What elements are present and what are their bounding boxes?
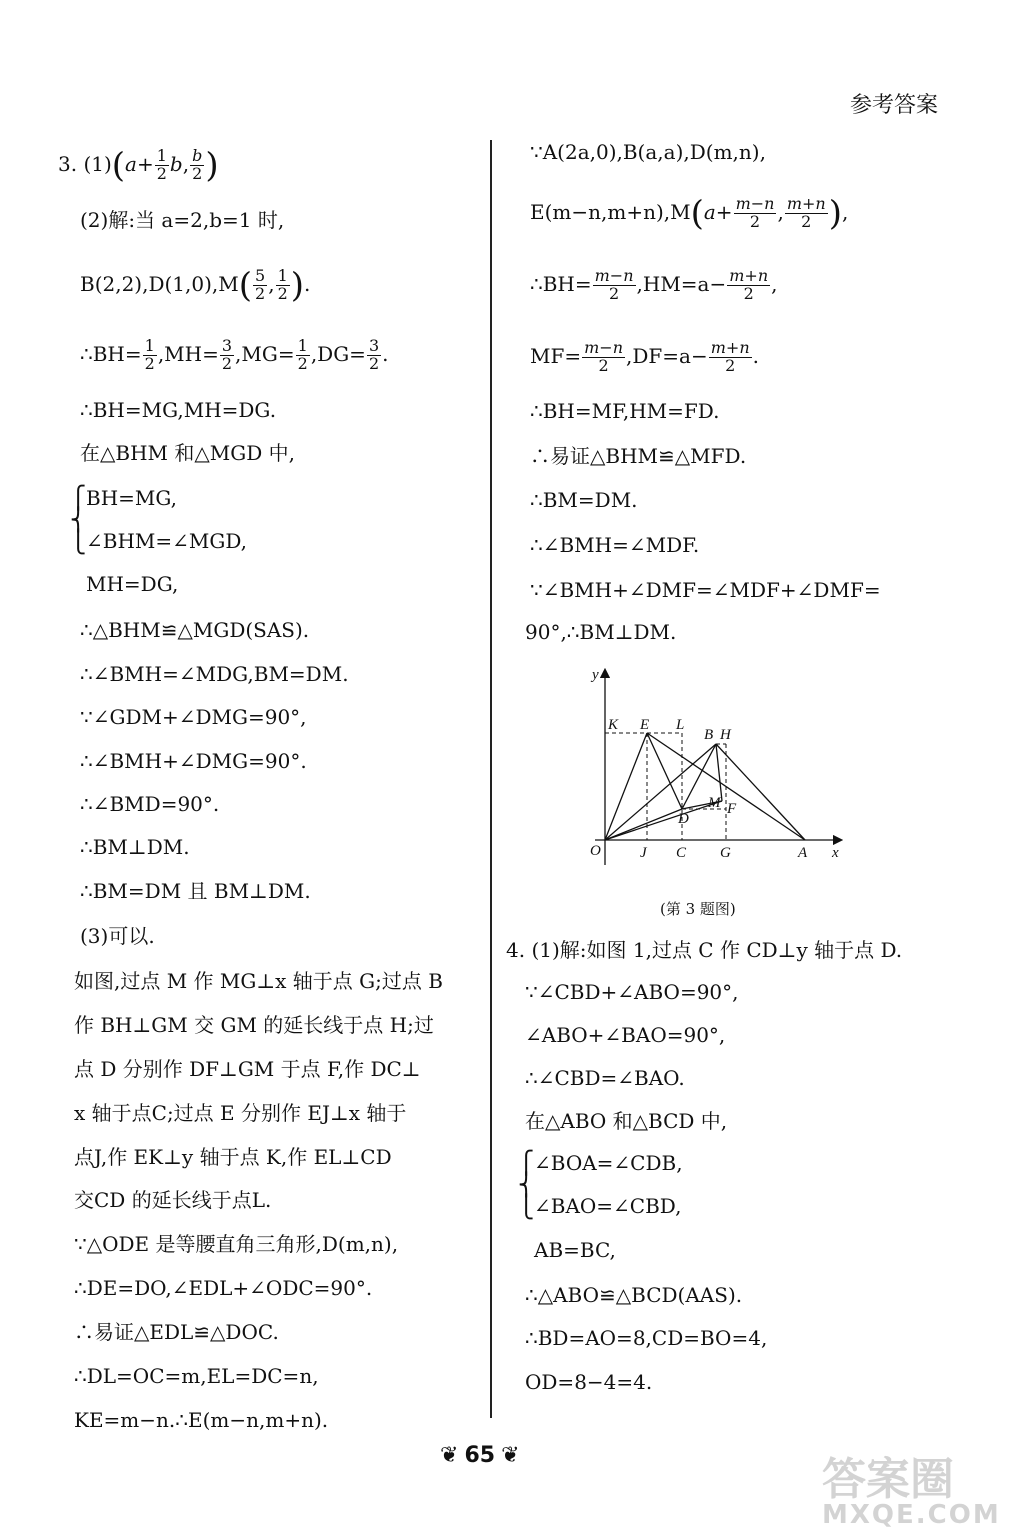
line-l5: ∴BH=MG,MH=DG. (80, 398, 277, 422)
line-l8: ∠BHM=∠MGD, (86, 529, 248, 553)
brace-left: ⎧ ⎨ ⎩ (70, 486, 87, 555)
line-l27: ∴DL=OC=m,EL=DC=n, (74, 1364, 319, 1388)
line-r5: ∴BH=MF,HM=FD. (530, 399, 720, 423)
page-number (440, 1443, 520, 1468)
comma: , (182, 151, 190, 176)
label-E: E (640, 717, 650, 733)
q3-part1 (58, 145, 219, 186)
line-l21: x 轴于点C;过点 E 分别作 EJ⊥x 轴于 (74, 1101, 407, 1125)
watermark-logo: 答案圈 MXQE.COM (822, 1454, 1001, 1530)
expr-b: b (169, 151, 183, 176)
label-J: J (640, 845, 647, 861)
paren-close: ) (205, 145, 219, 186)
line-l12: ∵∠GDM+∠DMG=90°, (80, 705, 307, 729)
label-G: G (720, 845, 731, 861)
label-O: O (590, 843, 601, 859)
line-r13: ∠ABO+∠BAO=90°, (525, 1023, 726, 1047)
line-r4: MF= $\frac{m-n}{2}$ ,DF=a− $\frac{m+n}{2}$ . (530, 338, 759, 375)
page-number-text: 65 (464, 1443, 496, 1468)
line-r16: ∠BOA=∠CDB, (534, 1151, 683, 1175)
column-divider (490, 140, 492, 1418)
fraction: $\frac{1}{2}$ (156, 146, 167, 183)
line-r19: ∴△ABO≌△BCD(AAS). (525, 1283, 743, 1307)
label-D: D (678, 811, 689, 827)
q3-label: 3. (1) (58, 151, 112, 176)
line-l28: KE=m−n.∴E(m−n,m+n). (74, 1408, 329, 1432)
label-F: F (727, 801, 737, 817)
label-A: A (798, 845, 808, 861)
line-l6: 在△BHM 和△MGD 中, (80, 441, 295, 465)
line-l9: MH=DG, (86, 572, 179, 596)
line-l18: 如图,过点 M 作 MG⊥x 轴于点 G;过点 B (74, 969, 443, 993)
header-title: 参考答案 (849, 93, 938, 118)
leaf-icon: ❦ (501, 1443, 520, 1468)
line-l17: (3)可以. (80, 924, 155, 948)
label-H: H (720, 727, 731, 743)
label-M: M (708, 795, 721, 811)
line-l11: ∴∠BMH=∠MDG,BM=DM. (80, 662, 349, 686)
line-l23: 交CD 的延长线于点L. (74, 1188, 272, 1212)
label-K: K (608, 717, 619, 733)
line-l14: ∴∠BMD=90°. (80, 792, 220, 816)
line-l10: ∴△BHM≌△MGD(SAS). (80, 618, 310, 642)
line-r18: AB=BC, (534, 1238, 616, 1262)
paren-open: ( (111, 145, 126, 186)
line-r2: E(m−n,m+n),M(a+ $\frac{m-n}{2}$ , $\frac{m+n}{2}$ ), (530, 193, 849, 234)
line-r7: ∴BM=DM. (530, 488, 638, 512)
line-l19: 作 BH⊥GM 交 GM 的延长线于点 H;过 (74, 1013, 434, 1037)
line-l22: 点J,作 EK⊥y 轴于点 K,作 EL⊥CD (74, 1145, 392, 1169)
line-l2: (2)解:当 a=2,b=1 时, (80, 208, 285, 232)
label-L: L (676, 717, 685, 733)
line-r15: 在△ABO 和△BCD 中, (525, 1109, 728, 1133)
line-r9: ∵∠BMH+∠DMF=∠MDF+∠DMF= (530, 578, 881, 602)
leaf-icon: ❦ (440, 1443, 459, 1468)
line-l13: ∴∠BMH+∠DMG=90°. (80, 749, 307, 773)
line-l3: B(2,2),D(1,0),M( $\frac{5}{2}$ , $\frac{1}{2}$ ). (80, 265, 311, 306)
label-y: y (592, 667, 599, 683)
label-C: C (676, 845, 687, 861)
line-r12: ∵∠CBD+∠ABO=90°, (525, 980, 739, 1004)
line-r10: 90°,∴BM⊥DM. (525, 620, 677, 644)
line-l24: ∵△ODE 是等腰直角三角形,D(m,n), (74, 1232, 399, 1256)
line-l7: BH=MG, (86, 486, 177, 510)
line-l4: ∴BH= $\frac{1}{2}$ ,MH= $\frac{3}{2}$ ,MG= $\frac{1}{2}$ ,DG= $\frac{3}{2}$ . (80, 336, 389, 373)
line-l25: ∴DE=DO,∠EDL+∠ODC=90°. (74, 1276, 373, 1300)
line-l20: 点 D 分别作 DF⊥GM 于点 F,作 DC⊥ (74, 1057, 421, 1081)
figure-caption: (第 3 题图) (660, 900, 736, 918)
geometry-figure (580, 665, 850, 875)
line-r17: ∠BAO=∠CBD, (534, 1194, 682, 1218)
label-x: x (832, 845, 839, 861)
line-l26: ∴易证△EDL≌△DOC. (74, 1320, 279, 1344)
line-l16: ∴BM=DM 且 BM⊥DM. (80, 879, 311, 903)
label-B: B (704, 727, 714, 743)
line-r1: ∵A(2a,0),B(a,a),D(m,n), (530, 140, 766, 164)
line-r20: ∴BD=AO=8,CD=BO=4, (525, 1326, 768, 1350)
line-r6: ∴易证△BHM≌△MFD. (530, 444, 747, 468)
line-l15: ∴BM⊥DM. (80, 835, 190, 859)
line-r3: ∴BH= $\frac{m-n}{2}$ ,HM=a− $\frac{m+n}{2}$ , (530, 266, 778, 303)
line-r21: OD=8−4=4. (525, 1370, 653, 1394)
line-r11: 4. (1)解:如图 1,过点 C 作 CD⊥y 轴于点 D. (506, 938, 903, 962)
expr-a-plus: a+ (125, 151, 154, 176)
fraction: $\frac{b}{2}$ (192, 146, 203, 183)
line-r8: ∴∠BMH=∠MDF. (530, 533, 700, 557)
line-r14: ∴∠CBD=∠BAO. (525, 1066, 685, 1090)
brace-right: ⎧ ⎨ ⎩ (518, 1151, 535, 1220)
